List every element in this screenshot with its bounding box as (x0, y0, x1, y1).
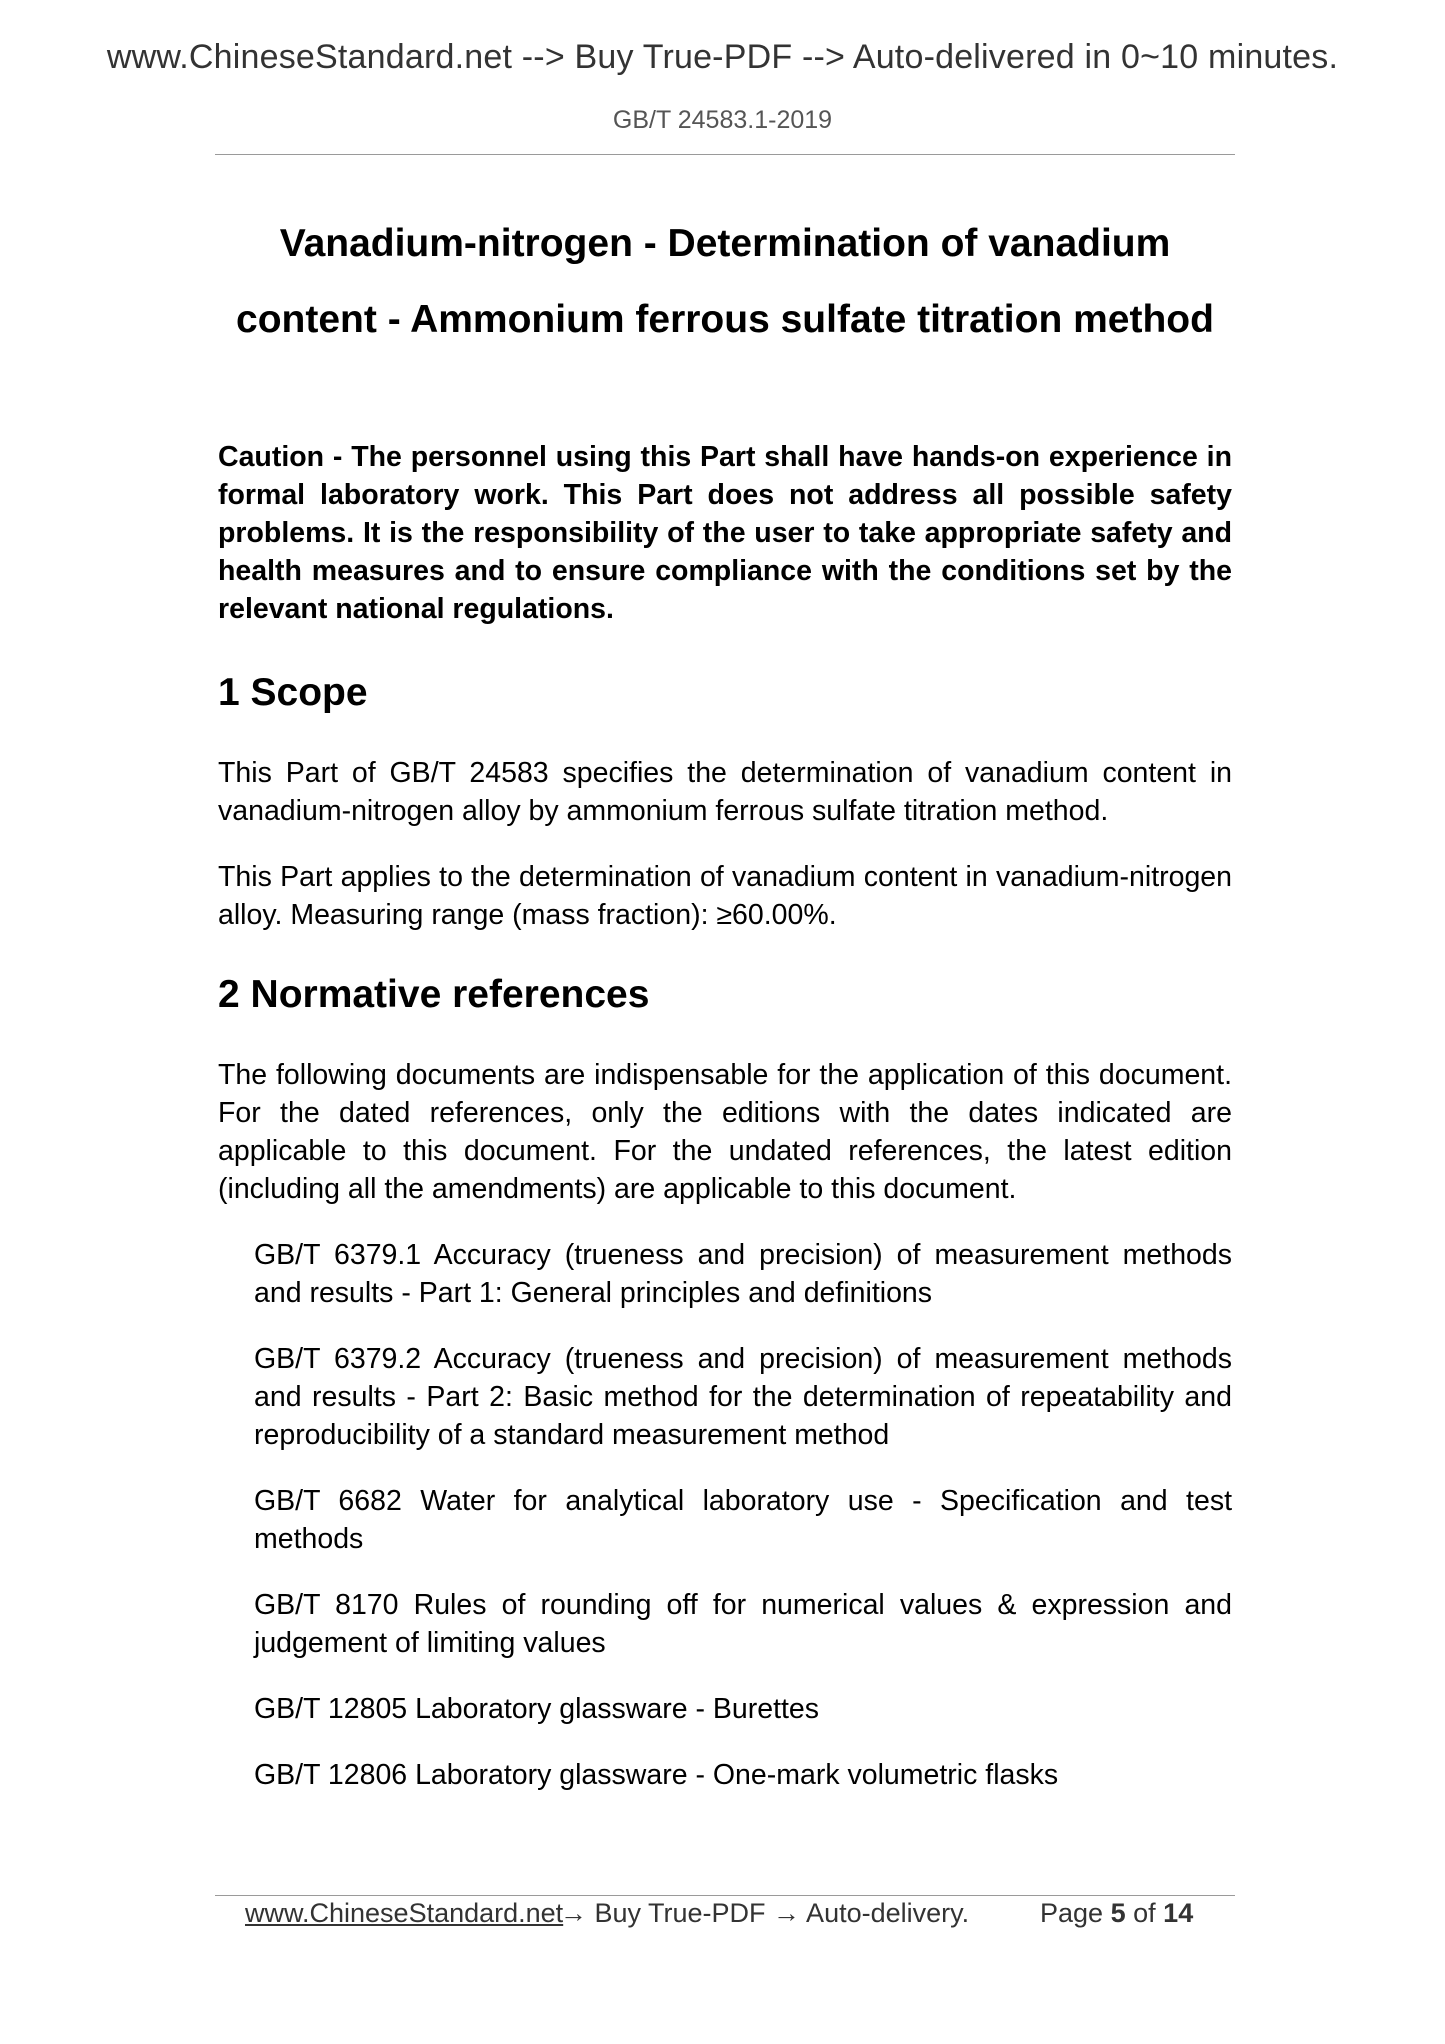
page-current: 5 (1110, 1898, 1126, 1928)
document-body (218, 438, 1232, 1822)
scope-paragraph-1: This Part of GB/T 24583 specifies the determination of vanadium content in vanadium-nitrogen alloy by ammonium ferrous sulfate titration method. (218, 757, 1232, 827)
reference-item: GB/T 6379.1 Accuracy (trueness and precision) of measurement methods and results - Part 1: General principles and definitions (254, 1239, 1232, 1309)
reference-item: GB/T 6682 Water for analytical laboratory use - Specification and test methods (254, 1485, 1232, 1555)
scope-paragraph-2: This Part applies to the determination of vanadium content in vanadium-nitrogen alloy. Measuring range (mass fraction): ≥60.00%. (218, 861, 1232, 931)
header-divider (215, 154, 1235, 155)
page-footer (245, 1898, 1215, 1938)
caution-notice: Caution - The personnel using this Part shall have hands-on experience in formal laboratory work. This Part does not address all possible safety problems. It is the responsibility of the user to take appropriate safety and health measures and to ensure compliance with the conditions set by the relevant national regulations. (218, 441, 1232, 625)
page-label: Page (1040, 1898, 1104, 1928)
page-number (1040, 1898, 1193, 1929)
footer-site-link[interactable]: www.ChineseStandard.net (245, 1898, 564, 1928)
page-of: of (1133, 1898, 1156, 1928)
reference-item: GB/T 8170 Rules of rounding off for numerical values & expression and judgement of limiting values (254, 1589, 1232, 1659)
header-banner: www.ChineseStandard.net --> Buy True-PDF --> Auto-delivered in 0~10 minutes. (106, 38, 1339, 76)
document-title (215, 206, 1235, 358)
standard-code: GB/T 24583.1-2019 (612, 106, 833, 134)
normative-intro: The following documents are indispensable for the application of this document. For the dated references, only the editions with the dates indicated are applicable to this document. For the undated references, the latest edition (including all the amendments) are applicable to this document. (218, 1059, 1232, 1205)
section-heading-scope: 1 Scope (218, 671, 368, 714)
page-total: 14 (1163, 1898, 1194, 1928)
reference-item: GB/T 12806 Laboratory glassware - One-mark volumetric flasks (254, 1759, 1059, 1791)
title-line-1: Vanadium-nitrogen - Determination of vanadium (279, 222, 1171, 265)
reference-item: GB/T 6379.2 Accuracy (trueness and precision) of measurement methods and results - Part 2: Basic method for the determination of repeatability and reproducibility of a standard measurement method (254, 1343, 1232, 1451)
reference-item: GB/T 12805 Laboratory glassware - Burettes (254, 1693, 820, 1725)
section-heading-normative-references: 2 Normative references (218, 973, 650, 1016)
title-line-2: content - Ammonium ferrous sulfate titration method (236, 298, 1214, 341)
footer-buy-text: → Buy True-PDF → Auto-delivery. (560, 1898, 970, 1928)
footer-divider (215, 1895, 1235, 1896)
